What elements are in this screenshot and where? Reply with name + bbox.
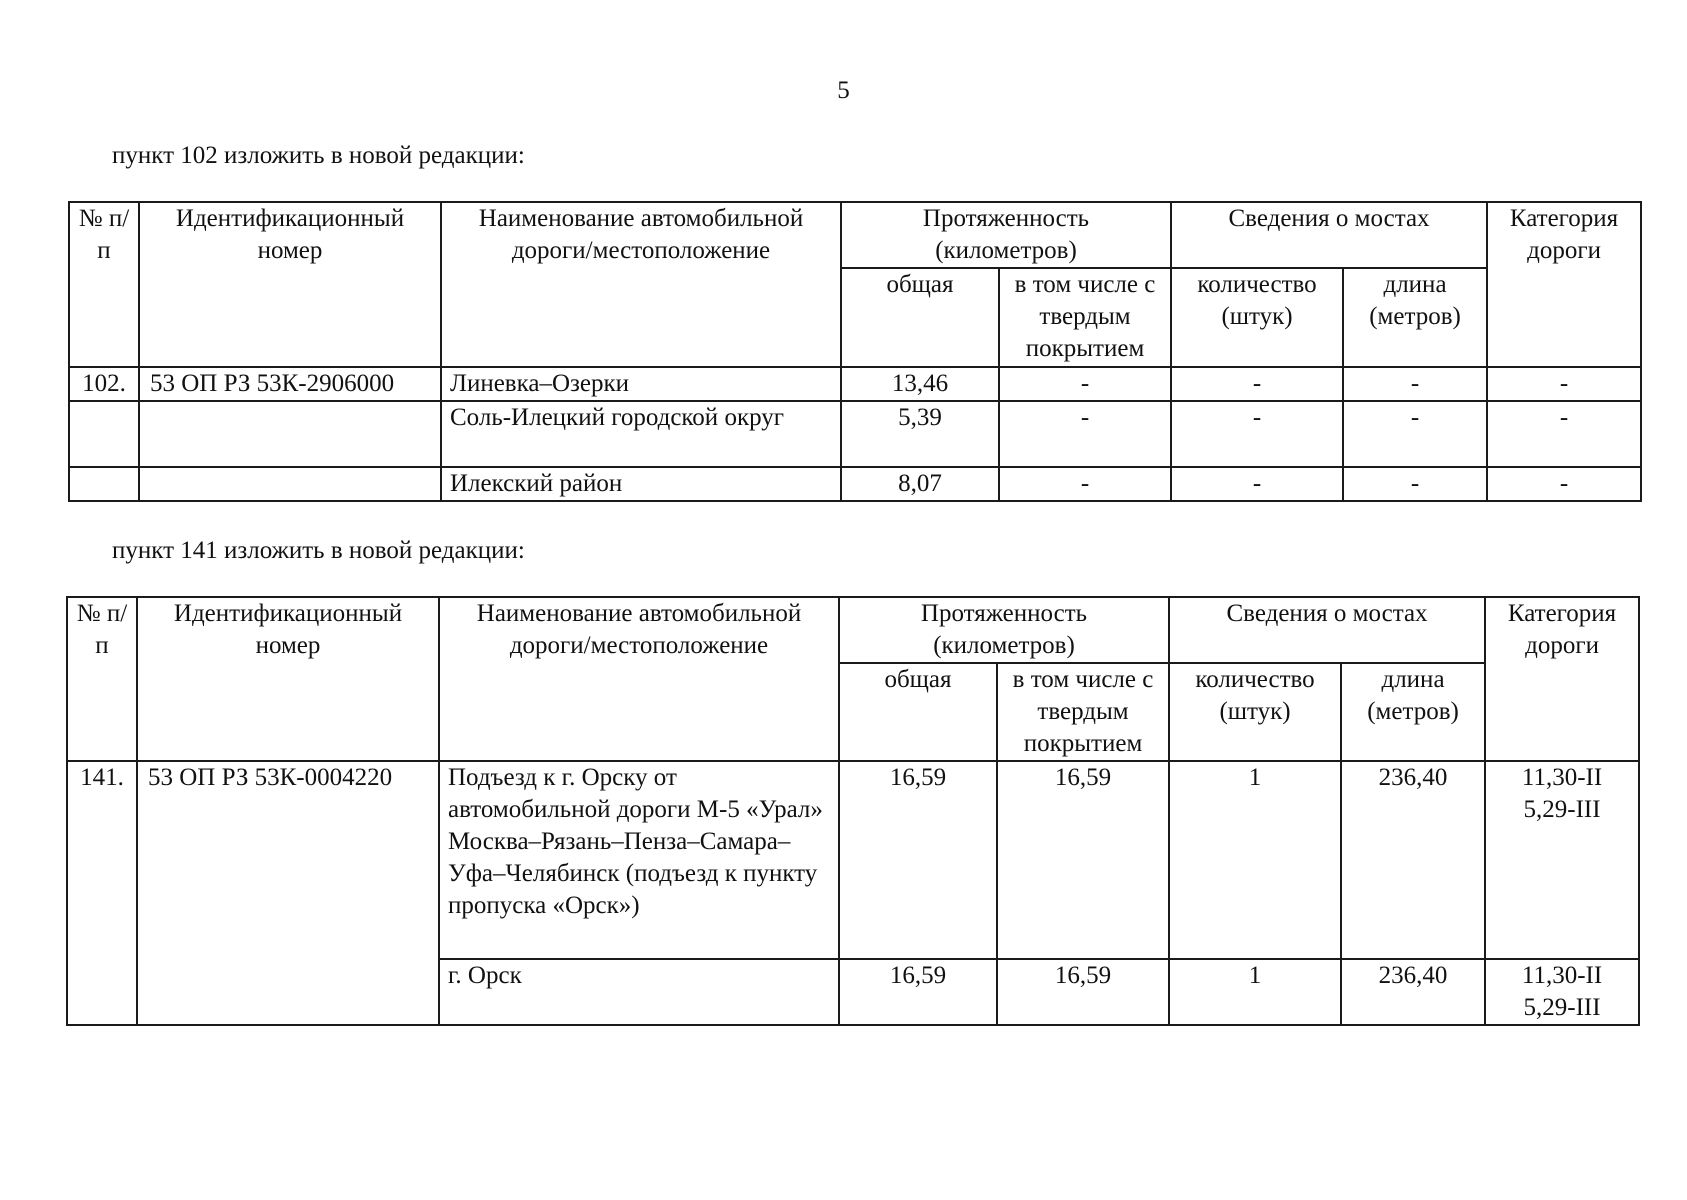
amendment-intro-141: пункт 141 изложить в новой редакции: [112, 537, 525, 564]
row-paved: 16,59 [997, 959, 1169, 1025]
row-num: 141. [67, 761, 137, 1025]
header-num: № п/п [67, 597, 137, 761]
row-bridge-count: - [1171, 367, 1343, 401]
row-id: 53 ОП РЗ 53К-0004220 [137, 761, 439, 1025]
row-category-line-2: 5,29-III [1523, 796, 1601, 823]
road-table-102 [68, 201, 1642, 502]
header-length: Протяженность (километров) [841, 202, 1171, 268]
row-name: г. Орск [439, 959, 839, 1025]
row-bridge-count: 1 [1169, 761, 1341, 959]
page-number: 5 [837, 77, 850, 104]
header-category: Категория дороги [1487, 202, 1641, 367]
row-bridge-count: - [1171, 467, 1343, 501]
header-bridges-length: длина (метров) [1341, 663, 1485, 761]
row-total: 16,59 [839, 959, 997, 1025]
row-num [69, 467, 139, 501]
row-id: 53 ОП РЗ 53К-2906000 [139, 367, 441, 401]
row-name: Линевка–Озерки [441, 367, 841, 401]
row-id [139, 467, 441, 501]
row-bridge-length: - [1343, 401, 1487, 467]
row-paved: - [999, 401, 1171, 467]
row-bridge-length: - [1343, 367, 1487, 401]
row-paved: 16,59 [997, 761, 1169, 959]
row-category [1485, 959, 1639, 1025]
header-length: Протяженность (километров) [839, 597, 1169, 663]
row-paved: - [999, 467, 1171, 501]
row-bridge-length: 236,40 [1341, 959, 1485, 1025]
row-category [1485, 761, 1639, 959]
header-length-total: общая [839, 663, 997, 761]
row-category-line-2: 5,29-III [1523, 994, 1601, 1021]
header-category: Категория дороги [1485, 597, 1639, 761]
header-bridges-count: количество (штук) [1171, 268, 1343, 367]
row-name: Подъезд к г. Орску от автомобильной дороги М-5 «Урал» Москва–Рязань–Пенза–Самара–Уфа–Челябинск (подъезд к пункту пропуска «Орск») [439, 761, 839, 959]
header-num: № п/п [69, 202, 139, 367]
row-num: 102. [69, 367, 139, 401]
header-id: Идентификационный номер [139, 202, 441, 367]
row-category: - [1487, 401, 1641, 467]
row-bridge-length: 236,40 [1341, 761, 1485, 959]
header-bridges: Сведения о мостах [1171, 202, 1487, 268]
row-bridge-count: 1 [1169, 959, 1341, 1025]
row-total: 5,39 [841, 401, 999, 467]
header-bridges-length: длина (метров) [1343, 268, 1487, 367]
header-name: Наименование автомобильной дороги/местоположение [439, 597, 839, 761]
table-row [69, 401, 1641, 467]
table-row [69, 367, 1641, 401]
row-bridge-count: - [1171, 401, 1343, 467]
table-row [69, 467, 1641, 501]
row-total: 13,46 [841, 367, 999, 401]
row-total: 8,07 [841, 467, 999, 501]
row-category-line-1: 11,30-II [1521, 962, 1603, 989]
row-num [69, 401, 139, 467]
row-total: 16,59 [839, 761, 997, 959]
row-name: Соль-Илецкий городской округ [441, 401, 841, 467]
row-name: Илекский район [441, 467, 841, 501]
row-id [139, 401, 441, 467]
amendment-intro-102: пункт 102 изложить в новой редакции: [112, 142, 525, 169]
row-category: - [1487, 467, 1641, 501]
table-row [67, 761, 1639, 959]
header-id: Идентификационный номер [137, 597, 439, 761]
road-table-141 [66, 596, 1640, 1026]
header-length-paved: в том числе с твердым покрытием [999, 268, 1171, 367]
header-length-paved: в том числе с твердым покрытием [997, 663, 1169, 761]
header-name: Наименование автомобильной дороги/местоположение [441, 202, 841, 367]
row-category-line-1: 11,30-II [1521, 764, 1603, 791]
header-bridges: Сведения о мостах [1169, 597, 1485, 663]
row-paved: - [999, 367, 1171, 401]
row-category: - [1487, 367, 1641, 401]
row-bridge-length: - [1343, 467, 1487, 501]
header-length-total: общая [841, 268, 999, 367]
header-bridges-count: количество (штук) [1169, 663, 1341, 761]
